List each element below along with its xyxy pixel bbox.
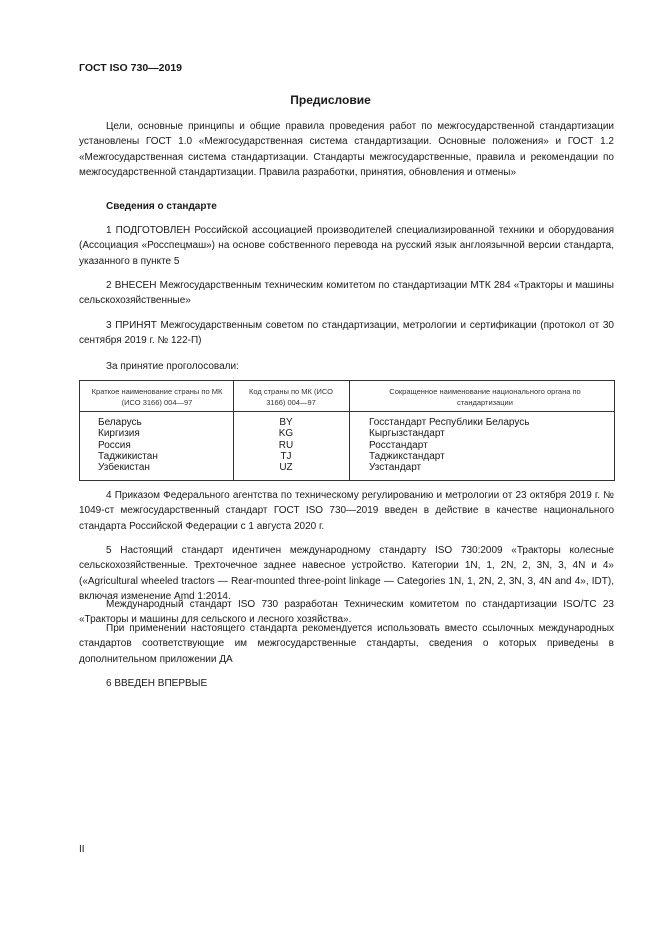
item-2-paragraph: 2 ВНЕСЕН Межгосударственным техническим комитетом по стандартизации МТК 284 «Тракторы и машины сельскохозяйственные»	[79, 280, 614, 307]
vote-label: За принятие проголосовали:	[106, 361, 239, 372]
table-cell-country: Таджикистан	[98, 450, 158, 462]
table-cell-country: Беларусь	[98, 417, 142, 428]
table-cell-body: Росстандарт	[369, 439, 428, 451]
column-header-country: Краткое наименование страны по МК (ИСО 3166) 004—97	[91, 387, 223, 407]
table-cell-country: Узбекистан	[98, 462, 150, 474]
item-1-paragraph: 1 ПОДГОТОВЛЕН Российской ассоциацией производителей специализированной техники и оборудования (Ассоциация «Росспецмаш») на основе собственного перевода на русский язык англоязычной версии стандарта, указанного в пункте 5	[79, 225, 614, 267]
table-cell-body: Узстандарт	[369, 462, 422, 474]
body-list	[369, 417, 529, 473]
code-list	[261, 417, 311, 473]
table-cell-code: UZ	[279, 462, 293, 474]
table-cell-country: Россия	[98, 439, 131, 451]
page-number: II	[79, 844, 85, 855]
item-3-paragraph: 3 ПРИНЯТ Межгосударственным советом по стандартизации, метрологии и сертификации (протокол от 30 сентября 2019 г. № 122-П)	[79, 320, 614, 347]
table-cell-code: KG	[278, 428, 294, 440]
table-cell-body: Кыргызстандарт	[369, 428, 445, 440]
table-cell-body: Госстандарт Республики Беларусь	[369, 417, 530, 428]
table-header-divider	[80, 411, 614, 412]
table-cell-code: TJ	[280, 450, 292, 462]
item-5-second-paragraph: Международный стандарт ISO 730 разработан Техническим комитетом по стандартизации ISO/TC 23 «Тракторы и машины для сельского и лесного хозяйства».	[79, 599, 614, 626]
table-cell-country: Киргизия	[98, 428, 140, 440]
country-list	[98, 417, 158, 473]
table-cell-code: RU	[278, 439, 294, 451]
document-header: ГОСТ ISO 730—2019	[79, 62, 183, 74]
table-cell-body: Таджикстандарт	[369, 450, 445, 462]
section-heading: Сведения о стандарте	[106, 201, 217, 212]
page-title: Предисловие	[290, 93, 371, 107]
voting-table	[79, 380, 615, 481]
intro-paragraph: Цели, основные принципы и общие правила проведения работ по межгосударственной стандартизации установлены ГОСТ 1.0 «Межгосударственная система стандартизации. Основные положения» и ГОСТ 1.2 «Межгосударственная система стандартизации. Стандарты межгосударственные, правила и рекомендации по межгосударственной стандартизации. Правила разработки, принятия, обновления и отмены»	[79, 121, 614, 178]
item-5-third-paragraph: При применении настоящего стандарта рекомендуется использовать вместо ссылочных международных стандартов соответствующие им межгосударственные стандарты, сведения о которых приведены в дополнительном приложении ДА	[79, 623, 614, 665]
table-divider	[349, 381, 350, 480]
table-divider	[233, 381, 234, 480]
column-header-body: Сокращенное наименование национального органа по стандартизации	[389, 387, 581, 407]
item-5-paragraph: 5 Настоящий стандарт идентичен международному стандарту ISO 730:2009 «Тракторы колесные сельскохозяйственные. Трехточечное заднее навесное устройство. Категории 1N, 1, 2N, 2, 3N, 3, 4N и 4» («Agricultural wheeled tractors — Rear-mounted three-point linkage — Categories 1N, 1, 2N, 2, 3N, 3, 4N and 4», IDT), включая изменение Amd 1:2014.	[79, 545, 614, 602]
item-4-paragraph: 4 Приказом Федерального агентства по техническому регулированию и метрологии от 23 октября 2019 г. № 1049-ст межгосударственный стандарт ГОСТ ISO 730—2019 введен в действие в качестве национального стандарта Российской Федерации с 1 августа 2020 г.	[79, 490, 614, 532]
item-6-paragraph: 6 ВВЕДЕН ВПЕРВЫЕ	[106, 678, 208, 689]
column-header-code: Код страны по МК (ИСО 3166) 004—97	[249, 387, 333, 407]
table-cell-code: BY	[279, 417, 293, 428]
